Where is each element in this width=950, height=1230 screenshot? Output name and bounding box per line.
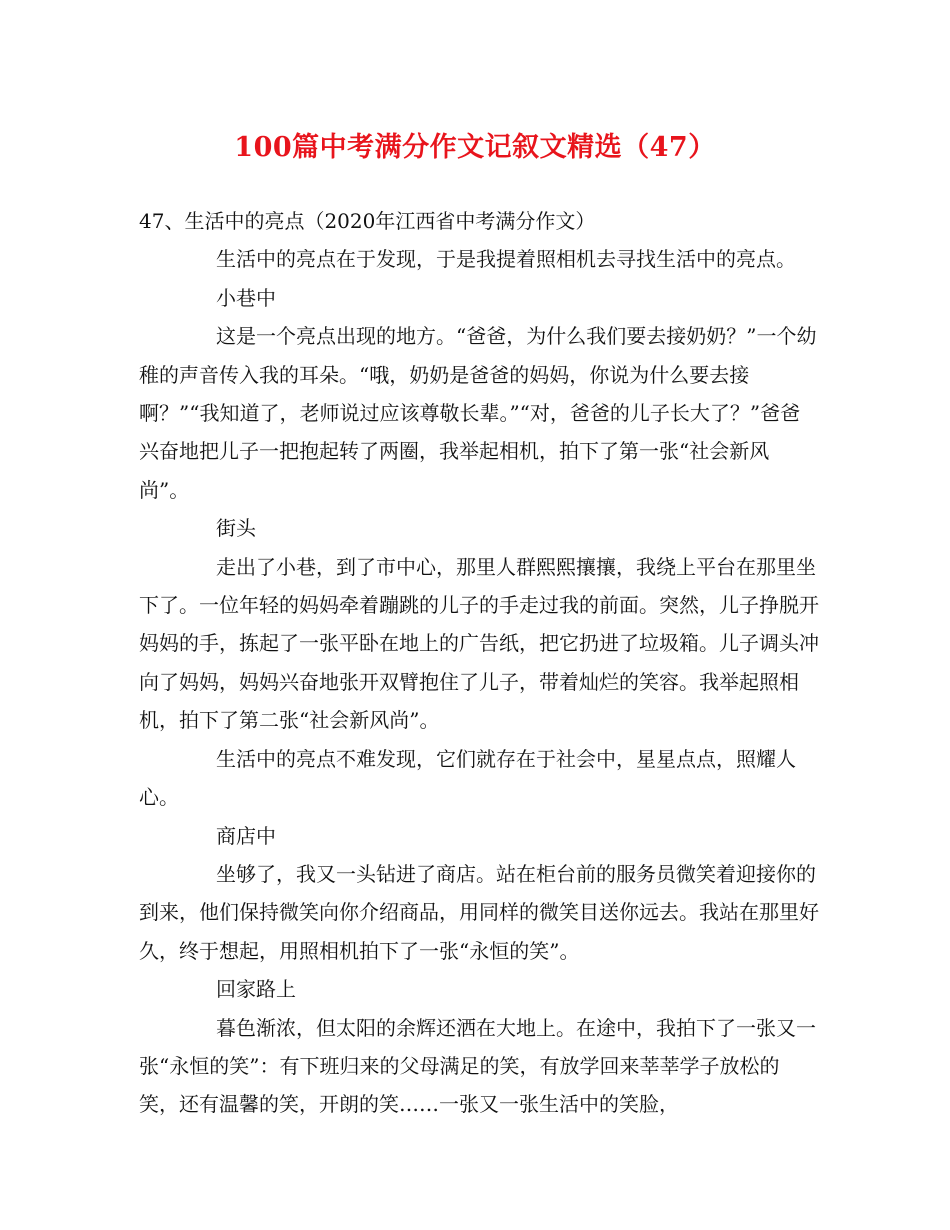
paragraph-reflection: 生活中的亮点不难发现，它们就存在于社会中，星星点点，照耀人心。 [139,746,796,810]
section-heading-way-home: 回家路上 [216,977,296,1002]
paragraph-street: 走出了小巷，到了市中心，那里人群熙熙攘攘，我绕上平台在那里坐下了。一位年轻的妈妈牵着蹦跳的儿子的手走过我的前面。突然，儿子挣脱开妈妈的手，拣起了一张平卧在地上的广告纸，把它扔进了垃圾箱。儿子调头冲向了妈妈，妈妈兴奋地张开双臂抱住了儿子，带着灿烂的笑容。我举起照相机，拍下了第二张“社会新风尚”。 [139,554,819,733]
paragraph-store: 坐够了，我又一头钻进了商店。站在柜台前的服务员微笑着迎接你的到来，他们保持微笑向你介绍商品，用同样的微笑目送你远去。我站在那里好久，终于想起，用照相机拍下了一张“永恒的笑”。 [139,861,819,963]
section-heading-alley: 小巷中 [216,285,276,310]
section-heading-store: 商店中 [216,823,276,848]
article-body [139,202,819,1124]
section-heading-street: 街头 [216,516,256,541]
paragraph-alley: 这是一个亮点出现的地方。“爸爸，为什么我们要去接奶奶？”一个幼稚的声音传入我的耳朵。“哦，奶奶是爸爸的妈妈，你说为什么要去接啊？”“我知道了，老师说过应该尊敬长辈。”“对，爸爸的儿子长大了？”爸爸兴奋地把儿子一把抱起转了两圈，我举起相机，拍下了第一张“社会新风尚”。 [139,324,817,502]
article-subtitle: 47、生活中的亮点（2020年江西省中考满分作文） [139,209,596,233]
paragraph-intro: 生活中的亮点在于发现，于是我提着照相机去寻找生活中的亮点。 [216,247,796,272]
paragraph-way-home: 暮色渐浓，但太阳的余辉还洒在大地上。在途中，我拍下了一张又一张“永恒的笑”：有下班归来的父母满足的笑，有放学回来莘莘学子放松的笑，还有温馨的笑，开朗的笑……一张又一张生活中的笑脸， [139,1015,816,1117]
document-title: 100篇中考满分作文记叙文精选（47） [234,132,716,163]
